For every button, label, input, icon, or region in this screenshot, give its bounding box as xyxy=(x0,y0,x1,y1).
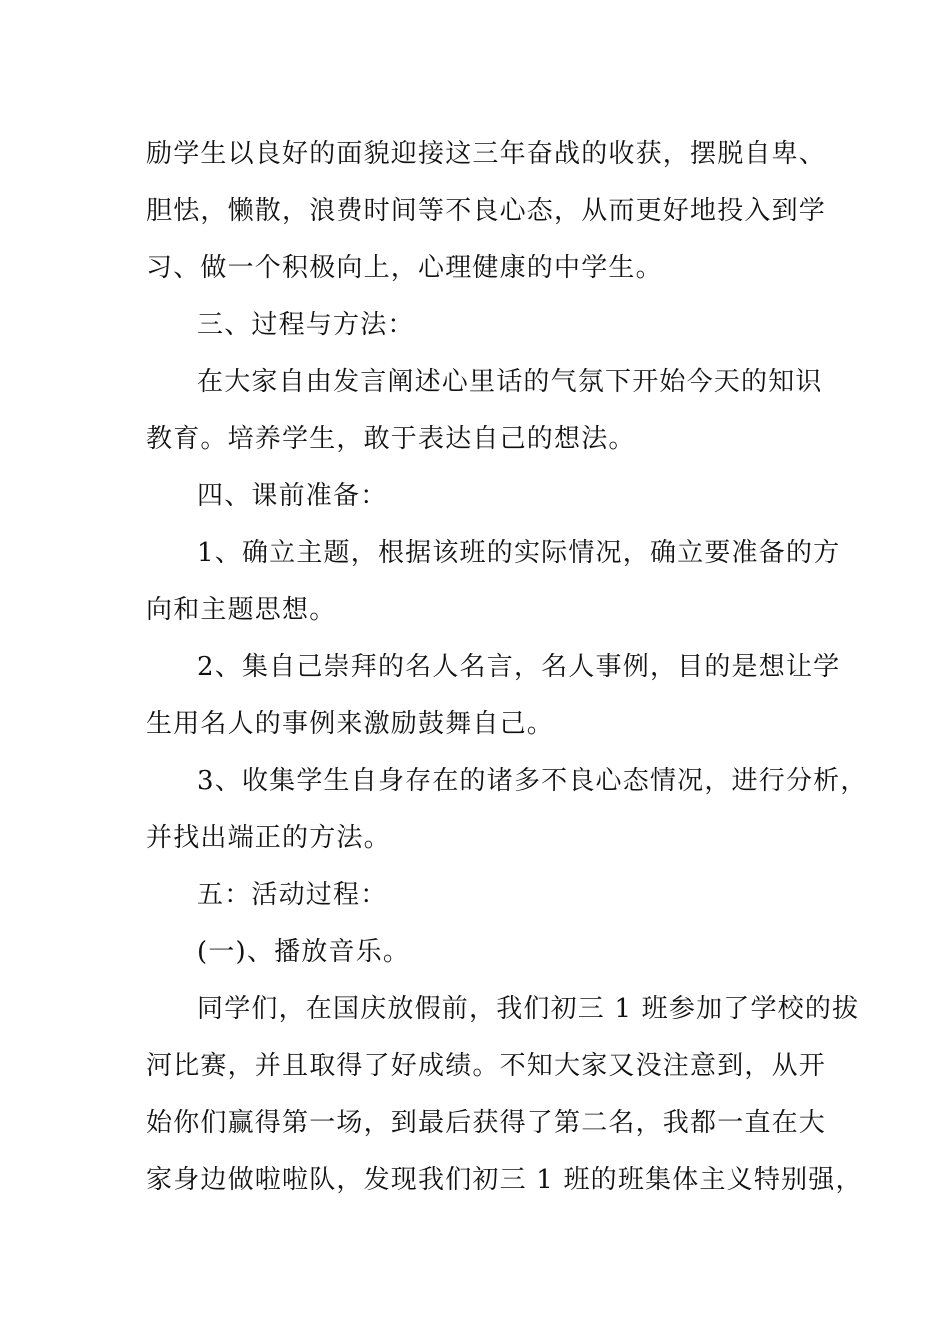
list-item: 1、确立主题，根据该班的实际情况，确立要准备的方 xyxy=(197,538,841,568)
paragraph-line: 同学们，在国庆放假前，我们初三 1 班参加了学校的拔 xyxy=(197,994,860,1024)
paragraph-line: 励学生以良好的面貌迎接这三年奋战的收获，摆脱自卑、 xyxy=(146,139,827,169)
subsection-heading: (一)、播放音乐。 xyxy=(197,937,411,967)
paragraph-line: 生用名人的事例来激励鼓舞自己。 xyxy=(146,709,555,739)
list-item: 2、集自己崇拜的名人名言，名人事例，目的是想让学 xyxy=(197,652,841,682)
paragraph-line: 始你们赢得第一场，到最后获得了第二名，我都一直在大 xyxy=(146,1108,827,1138)
section-heading: 三、过程与方法： xyxy=(197,310,415,340)
paragraph-line: 胆怯，懒散，浪费时间等不良心态，从而更好地投入到学 xyxy=(146,196,827,226)
paragraph-line: 家身边做啦啦队，发现我们初三 1 班的班集体主义特别强， xyxy=(146,1165,863,1195)
paragraph-line: 并找出端正的方法。 xyxy=(146,823,391,853)
paragraph-line: 习、做一个积极向上，心理健康的中学生。 xyxy=(146,253,663,283)
paragraph-line: 向和主题思想。 xyxy=(146,595,337,625)
section-heading: 四、课前准备： xyxy=(197,481,388,511)
section-heading: 五：活动过程： xyxy=(197,880,388,910)
list-item: 3、收集学生自身存在的诸多不良心态情况，进行分析， xyxy=(197,766,868,796)
paragraph-line: 在大家自由发言阐述心里话的气氛下开始今天的知识 xyxy=(197,367,823,397)
paragraph-line: 教育。培养学生，敢于表达自己的想法。 xyxy=(146,424,636,454)
paragraph-line: 河比赛，并且取得了好成绩。不知大家又没注意到，从开 xyxy=(146,1051,827,1081)
